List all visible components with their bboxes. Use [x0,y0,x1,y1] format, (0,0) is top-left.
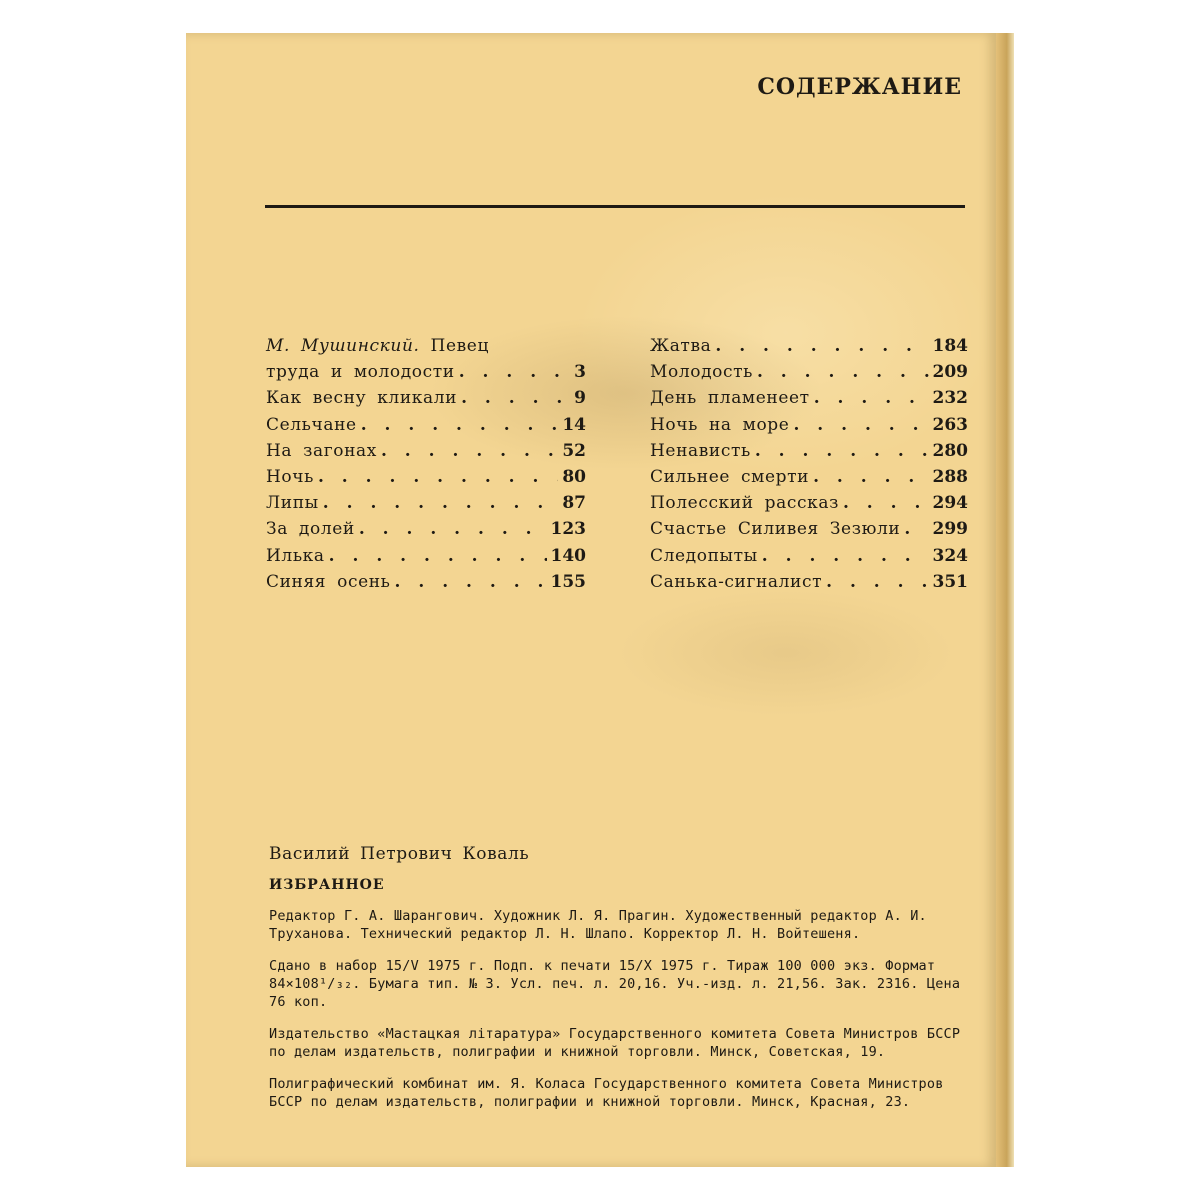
toc-entry-page: 324 [932,545,968,566]
toc-entry-page: 140 [550,545,586,566]
book-title: ИЗБРАННОЕ [269,877,385,893]
toc-entry [266,333,586,359]
toc-entry-title: Ненависть [650,440,751,461]
book-author: Василий Петрович Коваль [269,844,530,864]
leader-dots [843,490,929,516]
leader-dots [813,464,928,490]
toc-entry-title: Жатва [650,336,712,356]
toc-entry-page: 351 [932,571,968,592]
leader-dots [715,333,928,359]
toc-right-column [650,333,968,595]
leader-dots [757,359,929,385]
toc-entry-page: 299 [932,519,968,540]
toc-entry [650,438,968,464]
toc-entry [650,516,968,542]
leader-dots [755,438,929,464]
toc-entry-title: труда и молодости [266,362,455,383]
toc-entry [650,569,968,595]
toc-entry [266,543,586,569]
toc-entry-title: Ночь на море [650,414,790,435]
toc-entry-title: Полесский рассказ [650,493,839,514]
toc-entry-title: Сильнее смерти [650,466,810,487]
toc-entry [650,490,968,516]
toc-entry-title: Ночь [266,466,314,487]
leader-dots [762,543,929,569]
toc-entry [650,464,968,490]
toc-entry-title: Следопыты [650,545,758,566]
leader-dots [318,464,558,490]
toc-entry-page: 232 [932,388,968,409]
leader-dots [381,438,558,464]
toc-entry [266,359,586,385]
leader-dots [395,569,547,595]
leader-dots [826,569,928,595]
toc-entry-author: М. Мушинский. [266,336,420,356]
toc-entry-page: 123 [550,519,586,540]
toc-entry-page: 209 [932,362,968,383]
toc-entry-page: 87 [562,493,586,514]
toc-entry-page: 3 [574,362,586,383]
toc-entry [266,438,586,464]
toc-entry [650,543,968,569]
toc-entry [266,490,586,516]
leader-dots [793,412,928,438]
leader-dots [329,543,547,569]
toc-entry [266,464,586,490]
leader-dots [459,359,570,385]
toc-entry-page: 184 [932,336,968,356]
toc-entry-title: Синяя осень [266,571,391,592]
toc-entry-title: Илька [266,545,325,566]
toc-entry [266,516,586,542]
toc-entry-page: 263 [932,414,968,435]
toc-entry [266,385,586,411]
toc-entry-title: Счастье Силивея Зезюли [650,519,901,540]
toc-entry-page: 288 [932,466,968,487]
toc-entry-title: День пламенеет [650,388,810,409]
toc-entry-title: Молодость [650,362,753,383]
toc-entry-title: Певец [430,336,489,356]
toc-entry-page: 14 [562,414,586,435]
toc-entry-title: Как весну кликали [266,388,458,409]
toc-entry [650,333,968,359]
imprint-publisher: Издательство «Мастацкая літаратура» Государственного комитета Совета Министров БССР по делам издательств, полиграфии и книжной торговли. Минск, Советская, 19. [269,1026,961,1060]
toc-entry-title: На загонах [266,440,377,461]
toc-entry [650,412,968,438]
toc-entry [266,569,586,595]
imprint-printer: Полиграфический комбинат им. Я. Коласа Государственного комитета Совета Министров БССР по делам издательств, полиграфии и книжной торговли. Минск, Красная, 23. [269,1076,944,1110]
leader-dots [814,385,929,411]
page-title: СОДЕРЖАНИЕ [757,74,962,100]
toc-entry-page: 280 [932,440,968,461]
toc-entry-page: 155 [550,571,586,592]
imprint-print-details: Сдано в набор 15/V 1975 г. Подп. к печати 15/X 1975 г. Тираж 100 000 экз. Формат 84×108¹/₃₂. Бумага тип. № 3. Усл. печ. л. 20,16. Уч.-изд. л. 21,56. Зак. 2316. Цена 76 коп. [269,958,961,1010]
toc-entry-title: За долей [266,519,355,540]
toc-entry-title: Липы [266,493,319,514]
leader-dots [461,385,570,411]
imprint-credits: Редактор Г. А. Шарангович. Художник Л. Я. Прагин. Художественный редактор А. И. Труханова. Технический редактор Л. Н. Шлапо. Корректор Л. Н. Войтешеня. [269,908,927,942]
toc-entry-title: Санька-сигналист [650,571,823,592]
toc-entry-title: Сельчане [266,414,357,435]
toc-left-column [266,333,586,595]
leader-dots [359,516,547,542]
toc-entry [650,359,968,385]
divider-rule [265,205,965,208]
page-edge [996,33,1014,1167]
toc-entry-page: 9 [574,388,586,409]
toc-entry-page: 52 [562,440,586,461]
toc-entry [266,412,586,438]
imprint-block [269,844,971,1111]
toc-entry [650,385,968,411]
leader-dots [361,412,559,438]
leader-dots [904,516,928,542]
toc-entry-page: 80 [562,466,586,487]
leader-dots [323,490,559,516]
toc-entry-page: 294 [932,493,968,514]
